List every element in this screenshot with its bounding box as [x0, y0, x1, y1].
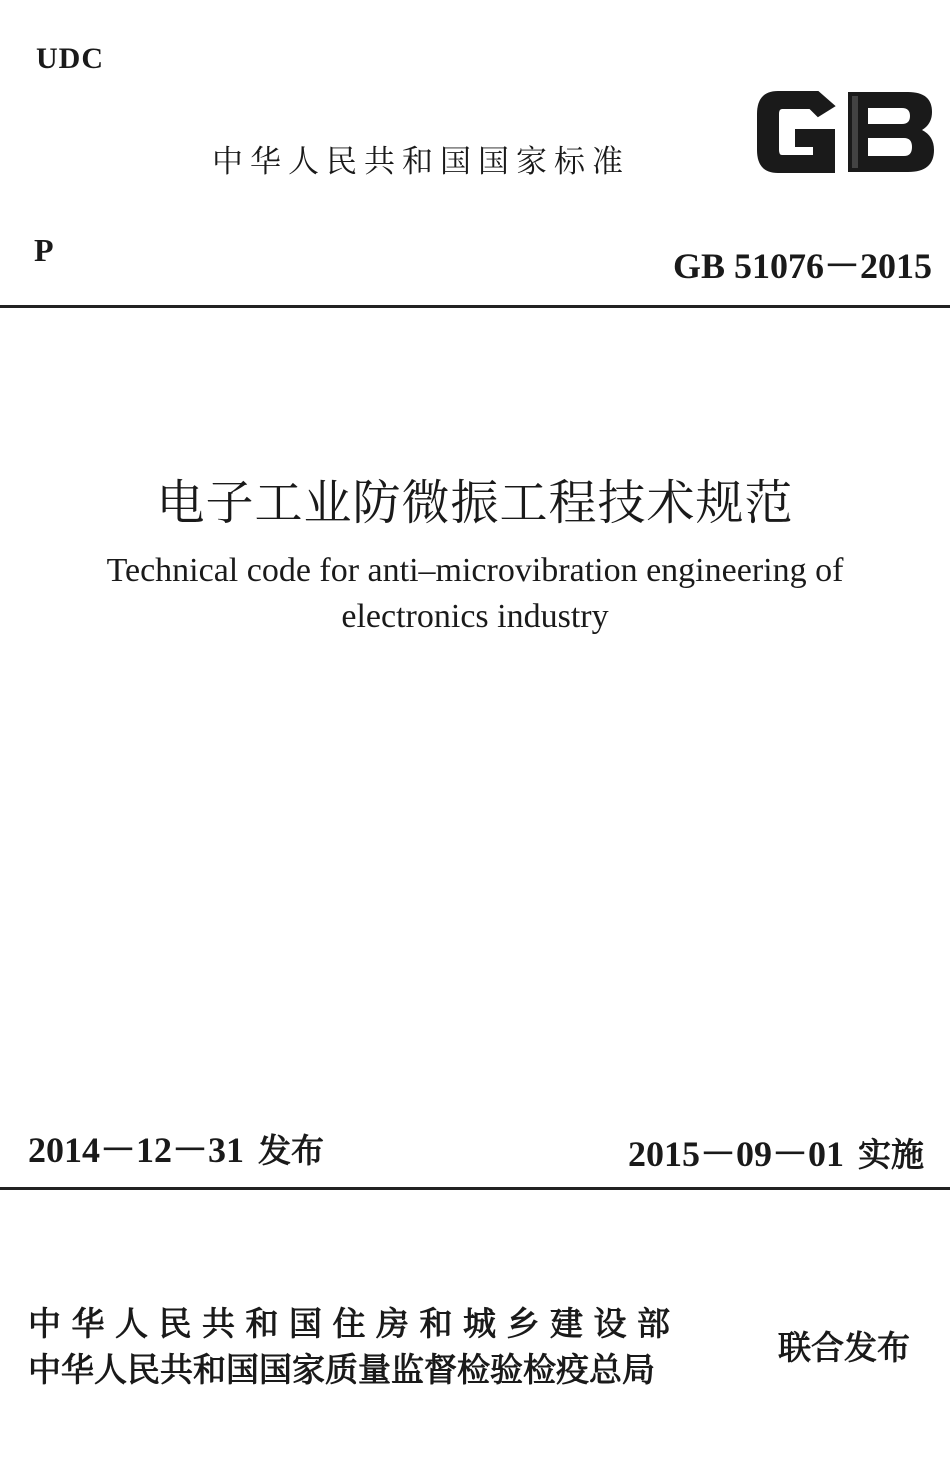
title-english-line1: Technical code for anti–microvibration engineering of [106, 552, 844, 589]
issue-label: 发布 [258, 1131, 325, 1170]
effective-date: 2015－09－01 [627, 1134, 844, 1174]
classification-code: P [34, 232, 54, 268]
issue-date-block [28, 1122, 324, 1173]
publisher-administration: 中华人民共和国国家质量监督检验检疫总局 [28, 1350, 655, 1389]
udc-label: UDC [36, 42, 104, 75]
joint-publish-label: 联合发布 [778, 1328, 910, 1367]
effective-date-block [628, 1126, 924, 1177]
publisher-ministry: 中华人民共和国住房和城乡建设部 [28, 1304, 681, 1343]
gb-logo-icon [752, 84, 938, 178]
header-divider [0, 305, 950, 308]
footer-divider [0, 1187, 950, 1190]
title-english-line2: electronics industry [341, 598, 609, 635]
title-chinese: 电子工业防微振工程技术规范 [156, 475, 794, 531]
standard-category: 中华人民共和国国家标准 [212, 144, 630, 180]
effective-label: 实施 [858, 1135, 924, 1174]
standard-number: GB 51076－2015 [672, 246, 932, 286]
issue-date: 2014－12－31 [28, 1130, 245, 1170]
